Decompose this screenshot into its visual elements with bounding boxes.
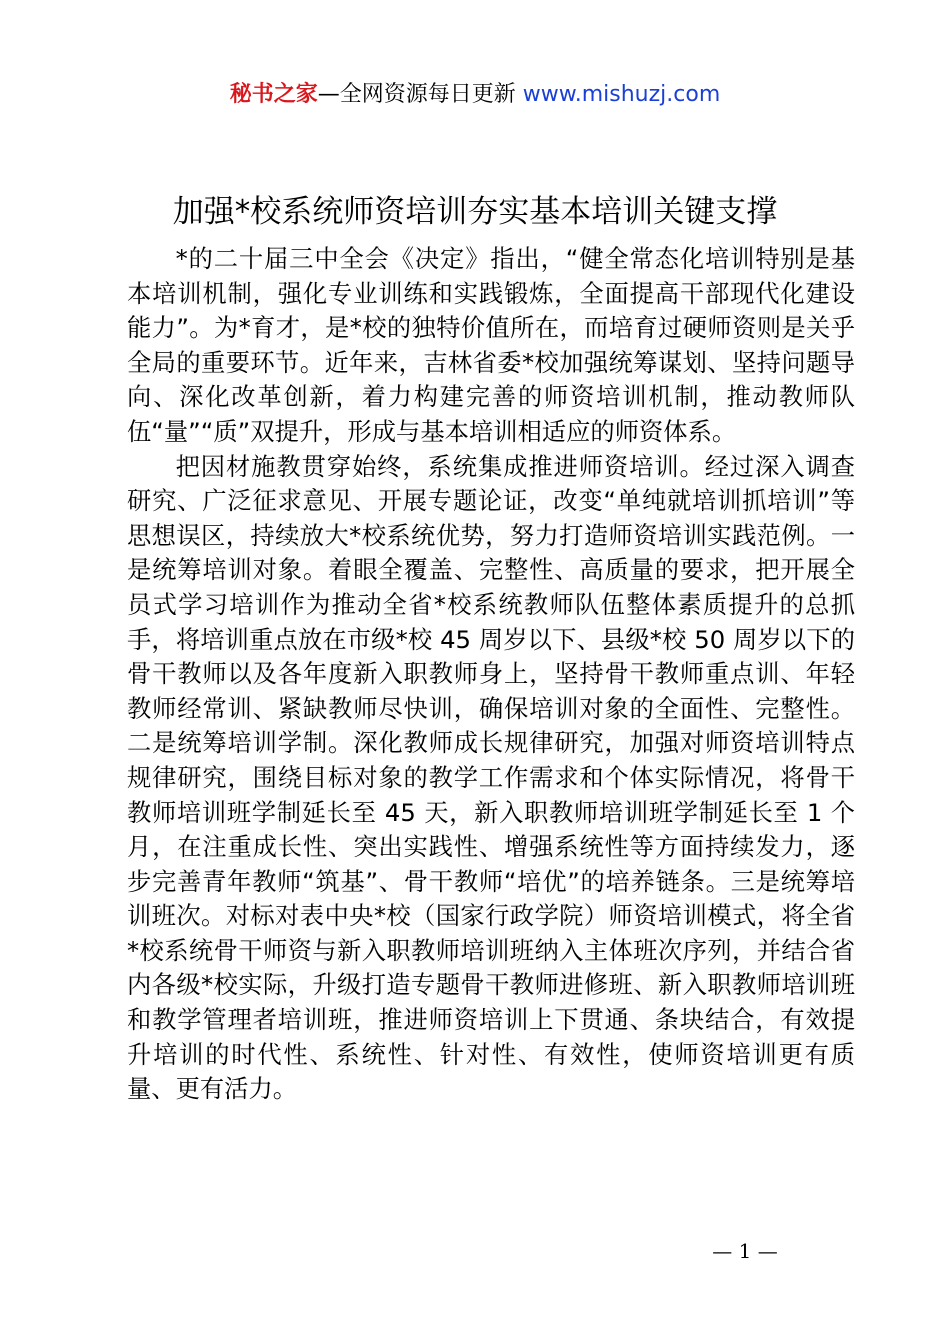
- brand-name: 秘书之家: [229, 82, 318, 107]
- document-body: [127, 242, 855, 1107]
- header-tagline: —全网资源每日更新: [317, 82, 516, 107]
- page-number: — 1 —: [712, 1239, 778, 1263]
- site-header: [0, 78, 950, 112]
- paragraph-1: *的二十届三中全会《决定》指出，“健全常态化培训特别是基本培训机制，强化专业训练和实践锻炼，全面提高干部现代化建设能力”。为*育才，是*校的独特价值所在，而培育过硬师资则是关乎全局的重要环节。近年来，吉林省委*校加强统筹谋划、坚持问题导向、深化改革创新，着力构建完善的师资培训机制，推动教师队伍“量”“质”双提升，形成与基本培训相适应的师资体系。: [127, 244, 855, 446]
- paragraph-2: 把因材施教贯穿始终，系统集成推进师资培训。经过深入调查研究、广泛征求意见、开展专题论证，改变“单纯就培训抓培训”等思想误区，持续放大*校系统优势，努力打造师资培训实践范例。一是统筹培训对象。着眼全覆盖、完整性、高质量的要求，把开展全员式学习培训作为推动全省*校系统教师队伍整体素质提升的总抓手，将培训重点放在市级*校 45 周岁以下、县级*校 50 周岁以下的骨干教师以及各年度新入职教师身上，坚持骨干教师重点训、年轻教师经常训、紧缺教师尽快训，确保培训对象的全面性、完整性。二是统筹培训学制。深化教师成长规律研究，加强对师资培训特点规律研究，围绕目标对象的教学工作需求和个体实际情况，将骨干教师培训班学制延长至 45 天，新入职教师培训班学制延长至 1 个月，在注重成长性、突出实践性、增强系统性等方面持续发力，逐步完善青年教师“筑基”、骨干教师“培优”的培养链条。三是统筹培训班次。对标对表中央*校（国家行政学院）师资培训模式，将全省*校系统骨干师资与新入职教师培训班纳入主体班次序列，并结合省内各级*校实际，升级打造专题骨干教师进修班、新入职教师培训班和教学管理者培训班，推进师资培训上下贯通、条块结合，有效提升培训的时代性、系统性、针对性、有效性，使师资培训更有质量、更有活力。: [127, 451, 855, 1104]
- site-url-link[interactable]: www.mishuzj.com: [522, 82, 721, 107]
- document-title: 加强*校系统师资培训夯实基本培训关键支撑: [172, 194, 778, 230]
